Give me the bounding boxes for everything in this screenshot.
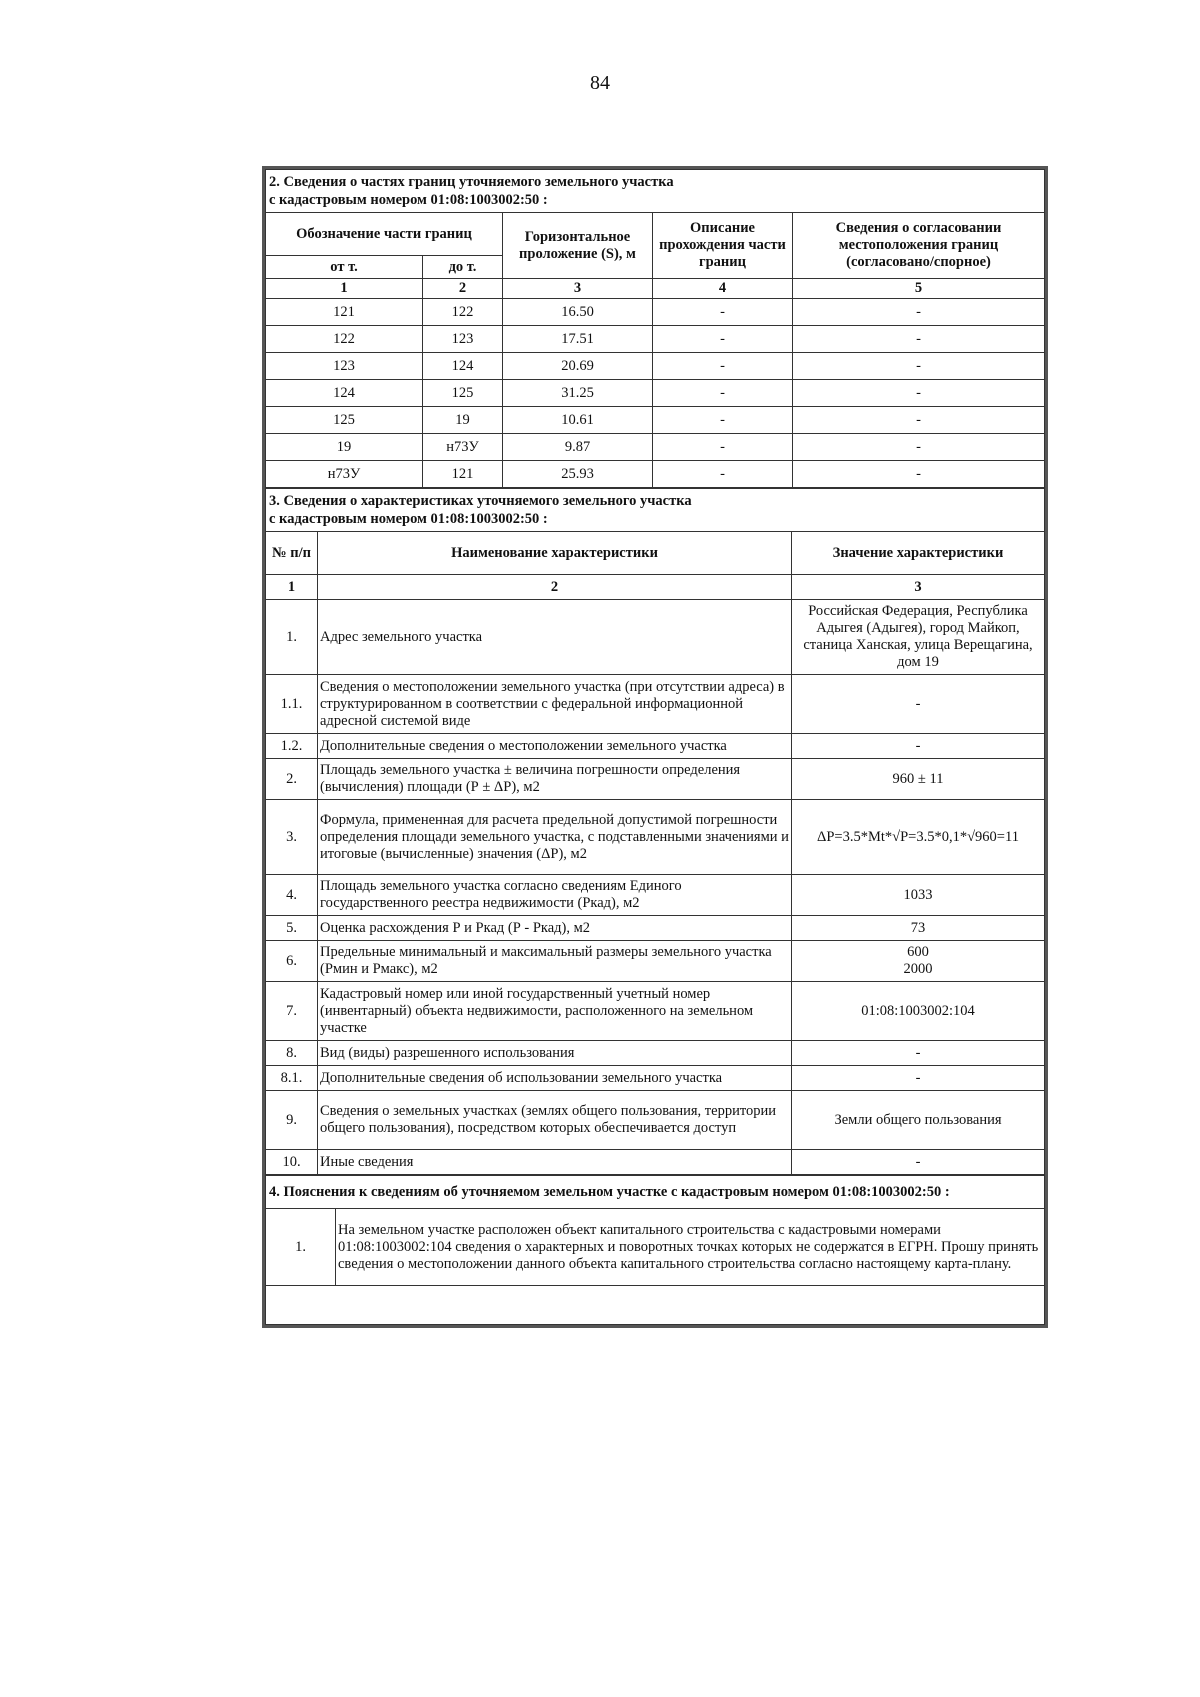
document-table-frame — [262, 166, 1048, 1328]
table-row — [266, 941, 1045, 982]
cell-num: 4. — [266, 875, 318, 916]
cell-description: - — [653, 353, 793, 380]
cell-value: ΔР=3.5*Mt*√P=3.5*0,1*√960=11 — [792, 800, 1045, 875]
section2-title-line1: 2. Сведения о частях границ уточняемого земельного участка — [269, 174, 674, 190]
cell-value: 960 ± 11 — [792, 759, 1045, 800]
cell-to: н73У — [423, 434, 503, 461]
table-row — [266, 1041, 1045, 1066]
cell-value: 1033 — [792, 875, 1045, 916]
cell-value: - — [792, 675, 1045, 734]
table-row — [266, 380, 1045, 407]
header-part-designation: Обозначение части границ — [266, 213, 503, 256]
cell-name: Формула, примененная для расчета предельной допустимой погрешности определения площади земельного участка, с подставленными значениями и итоговые (вычисленные) значения (ΔР), м2 — [318, 800, 792, 875]
cell-horizontal: 17.51 — [503, 326, 653, 353]
cell-name: Дополнительные сведения о местоположении земельного участка — [318, 734, 792, 759]
header-agreement: Сведения о согласовании местоположения границ (согласовано/спорное) — [793, 213, 1045, 279]
cell-to: 122 — [423, 299, 503, 326]
section3-title-line2: с кадастровым номером 01:08:1003002:50 : — [269, 511, 548, 527]
cell-horizontal: 20.69 — [503, 353, 653, 380]
cell-horizontal: 25.93 — [503, 461, 653, 488]
cell-from: 125 — [266, 407, 423, 434]
cell-horizontal: 9.87 — [503, 434, 653, 461]
table-row — [266, 407, 1045, 434]
cell-description: - — [653, 461, 793, 488]
cell-name: Сведения о земельных участках (землях общего пользования, территории общего пользования), посредством которых обеспечивается доступ — [318, 1091, 792, 1150]
table-row — [266, 353, 1045, 380]
cell-text: На земельном участке расположен объект капитального строительства с кадастровыми номерами 01:08:1003002:104 сведения о характерных и поворотных точках которых не содержатся в ЕГРН. Прошу принять сведения о местоположении данного объекта капитального строительства согласно настоящему карта-плану. — [336, 1209, 1045, 1286]
section3-title-line1: 3. Сведения о характеристиках уточняемого земельного участка — [269, 493, 692, 509]
header-value: Значение характеристики — [792, 532, 1045, 575]
table-row — [266, 461, 1045, 488]
header-description: Описание прохождения части границ — [653, 213, 793, 279]
cell-from: 122 — [266, 326, 423, 353]
table-row — [266, 434, 1045, 461]
table-row — [266, 875, 1045, 916]
cell-num: 3. — [266, 800, 318, 875]
cell-description: - — [653, 380, 793, 407]
cell-from: 121 — [266, 299, 423, 326]
cell-num: 9. — [266, 1091, 318, 1150]
cell-value: - — [792, 1041, 1045, 1066]
header-name: Наименование характеристики — [318, 532, 792, 575]
table-row — [266, 800, 1045, 875]
cell-num: 8.1. — [266, 1066, 318, 1091]
cell-horizontal: 31.25 — [503, 380, 653, 407]
empty-row — [266, 1286, 1045, 1325]
cell-to: 124 — [423, 353, 503, 380]
cell-from: 124 — [266, 380, 423, 407]
cell-name: Адрес земельного участка — [318, 600, 792, 675]
table-row — [266, 675, 1045, 734]
cell-name: Оценка расхождения Р и Ркад (Р - Ркад), м2 — [318, 916, 792, 941]
section3-table — [265, 488, 1045, 1175]
cell-name: Предельные минимальный и максимальный размеры земельного участка (Рмин и Рмакс), м2 — [318, 941, 792, 982]
cell-to: 19 — [423, 407, 503, 434]
cell-value: Российская Федерация, Республика Адыгея (Адыгея), город Майкоп, станица Ханская, улица Верещагина, дом 19 — [792, 600, 1045, 675]
cell-agreement: - — [793, 326, 1045, 353]
cell-value: 600 2000 — [792, 941, 1045, 982]
header-num: № п/п — [266, 532, 318, 575]
cell-agreement: - — [793, 434, 1045, 461]
section3-title — [266, 489, 1045, 532]
col-number: 3 — [503, 279, 653, 299]
cell-value: - — [792, 1066, 1045, 1091]
cell-agreement: - — [793, 380, 1045, 407]
cell-from: н73У — [266, 461, 423, 488]
cell-num: 1.1. — [266, 675, 318, 734]
cell-value: 73 — [792, 916, 1045, 941]
cell-num: 2. — [266, 759, 318, 800]
table-row — [266, 600, 1045, 675]
col-number: 2 — [423, 279, 503, 299]
header-to: до т. — [423, 256, 503, 279]
page-number: 84 — [590, 72, 610, 94]
cell-to: 121 — [423, 461, 503, 488]
table-row — [266, 299, 1045, 326]
table-row — [266, 1150, 1045, 1175]
col-number: 3 — [792, 575, 1045, 600]
col-number: 1 — [266, 279, 423, 299]
table-row — [266, 326, 1045, 353]
table-row — [266, 1209, 1045, 1286]
section4-table — [265, 1175, 1045, 1325]
cell-horizontal: 16.50 — [503, 299, 653, 326]
cell-name: Иные сведения — [318, 1150, 792, 1175]
cell-name: Сведения о местоположении земельного участка (при отсутствии адреса) в структурированном в соответствии с федеральной информационной адресной системой виде — [318, 675, 792, 734]
cell-num: 7. — [266, 982, 318, 1041]
col-number: 1 — [266, 575, 318, 600]
cell-agreement: - — [793, 299, 1045, 326]
cell-to: 123 — [423, 326, 503, 353]
cell-num: 10. — [266, 1150, 318, 1175]
col-number: 2 — [318, 575, 792, 600]
table-row — [266, 1066, 1045, 1091]
section2-table — [265, 169, 1045, 488]
header-horizontal: Горизонтальное проложение (S), м — [503, 213, 653, 279]
cell-horizontal: 10.61 — [503, 407, 653, 434]
cell-num: 8. — [266, 1041, 318, 1066]
table-row — [266, 734, 1045, 759]
table-row — [266, 982, 1045, 1041]
cell-name: Вид (виды) разрешенного использования — [318, 1041, 792, 1066]
cell-num: 6. — [266, 941, 318, 982]
cell-name: Дополнительные сведения об использовании земельного участка — [318, 1066, 792, 1091]
cell-value: - — [792, 1150, 1045, 1175]
cell-num: 1. — [266, 600, 318, 675]
section2-title — [266, 170, 1045, 213]
cell-agreement: - — [793, 353, 1045, 380]
col-number: 5 — [793, 279, 1045, 299]
cell-to: 125 — [423, 380, 503, 407]
cell-num: 1.2. — [266, 734, 318, 759]
cell-num: 5. — [266, 916, 318, 941]
cell-agreement: - — [793, 461, 1045, 488]
cell-value: - — [792, 734, 1045, 759]
col-number: 4 — [653, 279, 793, 299]
cell-name: Кадастровый номер или иной государственный учетный номер (инвентарный) объекта недвижимости, расположенного на земельном участке — [318, 982, 792, 1041]
cell-name: Площадь земельного участка согласно сведениям Единого государственного реестра недвижимости (Ркад), м2 — [318, 875, 792, 916]
table-row — [266, 916, 1045, 941]
cell-description: - — [653, 434, 793, 461]
section2-title-line2: с кадастровым номером 01:08:1003002:50 : — [269, 192, 548, 208]
table-row — [266, 759, 1045, 800]
section4-title: 4. Пояснения к сведениям об уточняемом земельном участке с кадастровым номером 01:08:1003002:50 : — [266, 1176, 1045, 1209]
cell-from: 123 — [266, 353, 423, 380]
cell-agreement: - — [793, 407, 1045, 434]
cell-value: Земли общего пользования — [792, 1091, 1045, 1150]
cell-from: 19 — [266, 434, 423, 461]
cell-description: - — [653, 326, 793, 353]
cell-value: 01:08:1003002:104 — [792, 982, 1045, 1041]
cell-description: - — [653, 407, 793, 434]
cell-name: Площадь земельного участка ± величина погрешности определения (вычисления) площади (Р ± ΔР), м2 — [318, 759, 792, 800]
table-row — [266, 1091, 1045, 1150]
cell-description: - — [653, 299, 793, 326]
cell-num: 1. — [266, 1209, 336, 1286]
header-from: от т. — [266, 256, 423, 279]
